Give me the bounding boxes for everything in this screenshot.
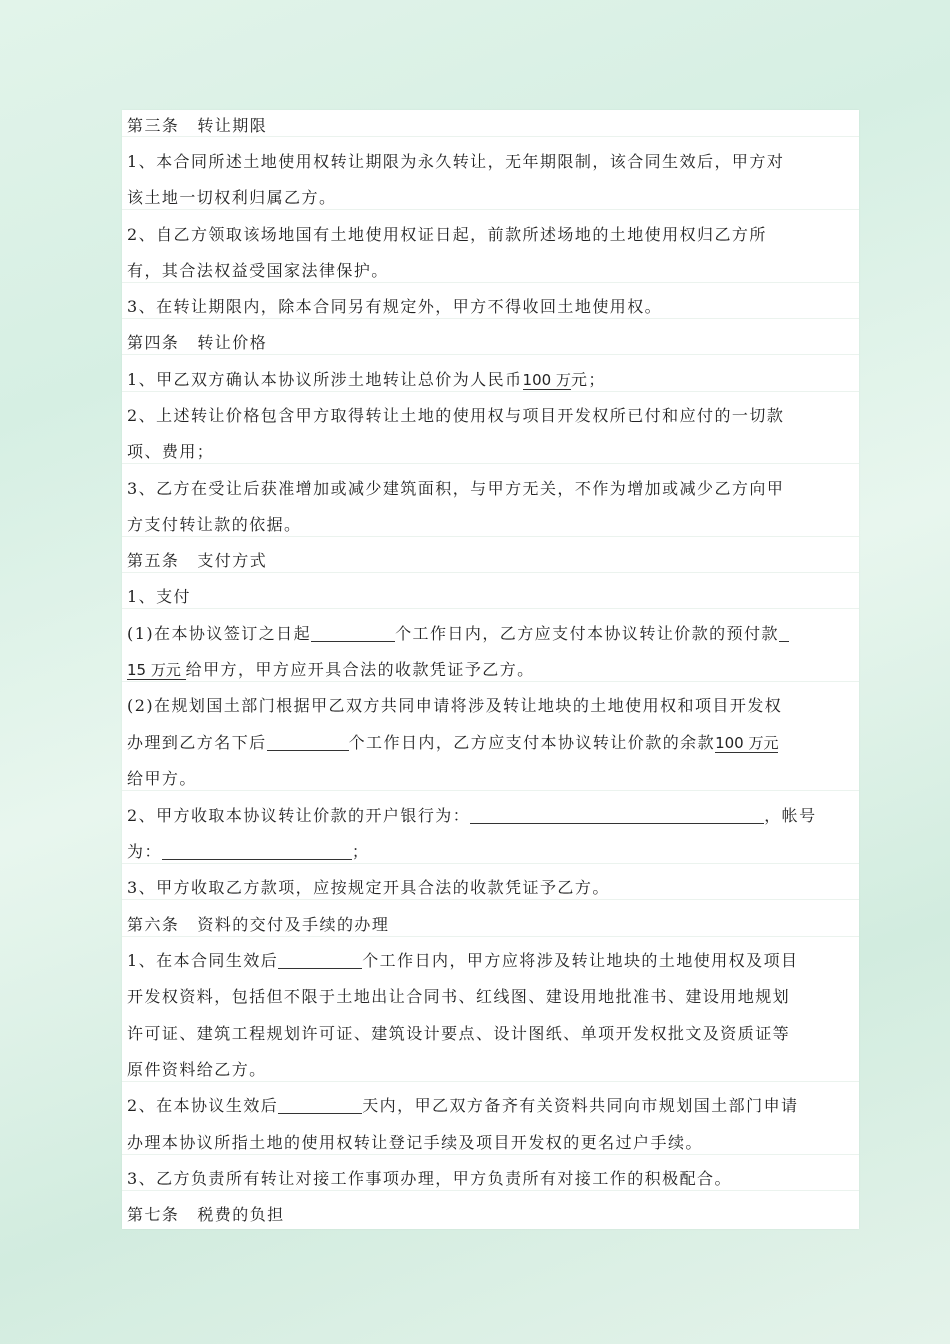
balance-amount: 100 万元 xyxy=(715,734,779,752)
paragraph-line: 3、乙方负责所有转让对接工作事项办理，甲方负责所有对接工作的积极配合。 xyxy=(127,1169,732,1188)
paragraph-line: 3、在转让期限内，除本合同另有规定外，甲方不得收回土地使用权。 xyxy=(127,297,663,316)
paragraph-line: 1、支付 xyxy=(127,587,191,606)
paragraph-line: 1、在本合同生效后 个工作日内，甲方应将涉及转让地块的土地使用权及项目 xyxy=(127,951,799,970)
paragraph-line: 办理本协议所指土地的使用权转让登记手续及项目开发权的更名过户手续。 xyxy=(127,1133,703,1152)
article-4-heading: 第四条 转让价格 xyxy=(127,333,268,352)
article-7-heading: 第七条 税费的负担 xyxy=(127,1205,285,1224)
paragraph-line: 2、甲方收取本协议转让价款的开户银行为： ，帐号 xyxy=(127,806,817,825)
paragraph-line: 办理到乙方名下后 个工作日内，乙方应支付本协议转让价款的余款100 万元 xyxy=(127,733,779,752)
paragraph-line: 1、甲乙双方确认本协议所涉土地转让总价为人民币100 万元； xyxy=(127,370,606,389)
paragraph-line: 项、费用； xyxy=(127,442,215,461)
paragraph-line: 2、上述转让价格包含甲方取得转让土地的使用权与项目开发权所已付和应付的一切款 xyxy=(127,406,785,425)
article-3-heading: 第三条 转让期限 xyxy=(127,116,268,135)
paragraph-line: 该土地一切权利归属乙方。 xyxy=(127,188,337,207)
paragraph-line: (1)在本协议签订之日起 个工作日内，乙方应支付本协议转让价款的预付款 xyxy=(127,618,857,650)
paragraph-line: 许可证、建筑工程规划许可证、建筑设计要点、设计图纸、单项开发权批文及资质证等 xyxy=(127,1024,791,1043)
paragraph-line: 2、在本协议生效后 天内，甲乙双方备齐有关资料共同向市规划国土部门申请 xyxy=(127,1096,799,1115)
paragraph-line: 给甲方。 xyxy=(127,769,197,788)
paragraph-line: (2)在规划国土部门根据甲乙双方共同申请将涉及转让地块的土地使用权和项目开发权 xyxy=(127,696,783,715)
bank-blank-field xyxy=(470,805,764,824)
article-5-heading: 第五条 支付方式 xyxy=(127,551,268,570)
prepayment-amount: 15 万元 xyxy=(127,661,186,679)
paragraph-line: 原件资料给乙方。 xyxy=(127,1060,267,1079)
blank-field xyxy=(267,732,349,751)
paragraph-line: 开发权资料，包括但不限于土地出让合同书、红线图、建设用地批准书、建设用地规划 xyxy=(127,987,791,1006)
blank-field xyxy=(278,1095,362,1114)
paragraph-line: 3、乙方在受让后获准增加或减少建筑面积，与甲方无关，不作为增加或减少乙方向甲 xyxy=(127,479,785,498)
paragraph-line: 为： ； xyxy=(127,842,370,861)
blank-field xyxy=(278,950,362,969)
account-blank-field xyxy=(162,841,352,860)
blank-field xyxy=(779,623,789,642)
total-price-amount: 100 万 xyxy=(522,371,571,389)
paragraph-line: 有，其合法权益受国家法律保护。 xyxy=(127,261,389,280)
document-page xyxy=(122,110,859,1229)
blank-field xyxy=(311,623,395,642)
paragraph-line: 方支付转让款的依据。 xyxy=(127,515,302,534)
article-6-heading: 第六条 资料的交付及手续的办理 xyxy=(127,915,390,934)
paragraph-line: 2、自乙方领取该场地国有土地使用权证日起，前款所述场地的土地使用权归乙方所 xyxy=(127,225,767,244)
paragraph-line: 1、本合同所述土地使用权转让期限为永久转让，无年期限制，该合同生效后，甲方对 xyxy=(127,152,785,171)
paragraph-line: 3、甲方收取乙方款项，应按规定开具合法的收款凭证予乙方。 xyxy=(127,878,610,897)
paragraph-line: 15 万元 给甲方，甲方应开具合法的收款凭证予乙方。 xyxy=(127,660,535,679)
